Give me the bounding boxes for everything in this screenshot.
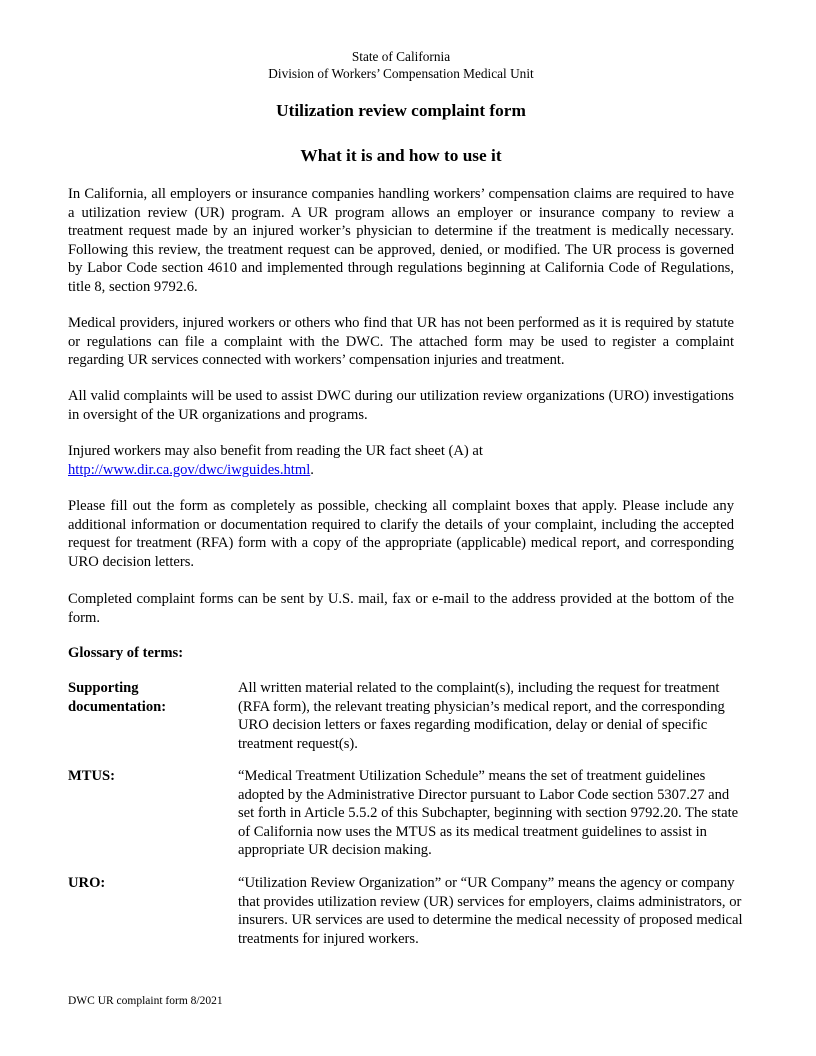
complaint-eligibility-paragraph: Medical providers, injured workers or others who find that UR has not been performed as it is required by statute or regulations can file a complaint with the DWC. The attached form may be used to register a complaint regarding UR services connected with workers’ compensation injuries and treatment.	[68, 315, 734, 368]
valid-complaints-paragraph: All valid complaints will be used to assist DWC during our utilization review organizations (URO) investigations in oversight of the UR organizations and programs.	[68, 388, 734, 423]
glossary-definition: “Medical Treatment Utilization Schedule” means the set of treatment guidelines adopted by the Administrative Director pursuant to Labor Code section 5307.27 and set forth in Article 5.5.2 of this Subchapter, beginning with section 9792.20. The state of California now uses the MTUS as its medical treatment guidelines to assist in appropriate UR decision making.	[238, 768, 739, 858]
glossary-term-line1: Supporting	[68, 680, 139, 696]
glossary-heading: Glossary of terms:	[68, 645, 184, 661]
document-header	[68, 48, 734, 82]
page-subtitle: What it is and how to use it	[300, 146, 502, 165]
glossary-term: MTUS:	[68, 768, 116, 784]
glossary-term: URO:	[68, 875, 106, 891]
intro-paragraph: In California, all employers or insurance companies handling workers’ compensation claims are required to have a utilization review (UR) program. A UR program allows an employer or insurance company to review a treatment request made by an injured worker’s physician to determine if the treatment is medically necessary. Following this review, the treatment request can be approved, denied, or modified. The UR process is governed by Labor Code section 4610 and implemented through regulations beginning at California Code of Regulations, title 8, section 9792.6.	[68, 186, 734, 295]
page-title: Utilization review complaint form	[276, 101, 526, 120]
glossary-definition: All written material related to the complaint(s), including the request for treatment (RFA form), the relevant treating physician’s medical report, and the corresponding URO decision letters or faxes regarding modification, delay or denial of specific treatment request(s).	[238, 680, 725, 752]
page-footer: DWC UR complaint form 8/2021	[68, 995, 223, 1007]
glossary-term	[68, 679, 228, 716]
instructions-paragraph: Please fill out the form as completely as possible, checking all complaint boxes that apply. Please include any additional information or documentation required to clarify the details of your complaint, including the accepted request for treatment (RFA) form with a copy of the appropriate (applicable) medical report, and corresponding URO decision letters.	[68, 498, 734, 570]
header-division: Division of Workers’ Compensation Medical Unit	[268, 66, 534, 81]
fact-sheet-paragraph	[68, 442, 734, 479]
header-state: State of California	[351, 49, 451, 64]
submission-paragraph: Completed complaint forms can be sent by U.S. mail, fax or e-mail to the address provided at the bottom of the form.	[68, 591, 734, 626]
glossary-definition: “Utilization Review Organization” or “UR Company” means the agency or company that provides utilization review (UR) services for employers, claims administrators, or insurers. UR services are used to determine the medical necessity of proposed medical treatments for injured workers.	[238, 875, 743, 947]
glossary-term-line2: documentation:	[68, 698, 167, 715]
fact-sheet-text: Injured workers may also benefit from reading the UR fact sheet (A) at	[68, 443, 483, 459]
iwguides-link[interactable]: http://www.dir.ca.gov/dwc/iwguides.html	[68, 461, 311, 478]
fact-sheet-period: .	[310, 461, 314, 478]
